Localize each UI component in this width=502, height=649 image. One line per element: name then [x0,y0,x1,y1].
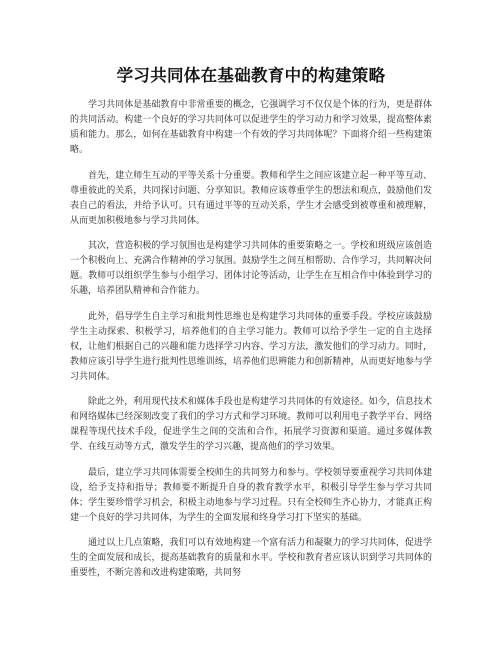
paragraph-learning-atmosphere: 其次，营造积极的学习氛围也是构建学习共同体的重要策略之一。学校和班级应该创造一个积极向上、充满合作精神的学习氛围。鼓励学生之间互相帮助、合作学习，共同解决问题。教师可以组织学生参与小组学习、团体讨论等活动，让学生在互相合作中体验到学习的乐趣，培养团队精神和合作能力。 [70,241,432,296]
paragraph-conclusion: 通过以上几点策略，我们可以有效地构建一个富有活力和凝聚力的学习共同体，促进学生的全面发展和成长，提高基础教育的质量和水平。学校和教育者应该认识到学习共同体的重要性，不断完善和改进构建策略，共同努 [70,538,432,578]
paragraph-whole-school-effort: 最后，建立学习共同体需要全校师生的共同努力和参与。学校领导要重视学习共同体建设，给予支持和指导；教师要不断提升自身的教育教学水平，积极引导学生参与学习共同体；学生要珍惜学习机会，积极主动地参与学习过程。只有全校师生齐心协力，才能真正构建一个良好的学习共同体，为学生的全面发展和终身学习打下坚实的基础。 [70,467,432,523]
document-title: 学习共同体在基础教育中的构建策略 [116,66,386,85]
paragraph-intro: 学习共同体是基础教育中非常重要的概念，它强调学习不仅仅是个体的行为，更是群体的共同活动。构建一个良好的学习共同体可以促进学生的学习动力和学习效果，提高整体素质和能力。那么，如何在基础教育中构建一个有效的学习共同体呢？下面将介绍一些构建策略。 [70,100,432,155]
paragraph-equal-interaction: 首先，建立师生互动的平等关系十分重要。教师和学生之间应该建立起一种平等互动、尊重彼此的关系，共同探讨问题、分享知识。教师应该尊重学生的想法和观点，鼓励他们发表自己的看法，并给予认可。只有通过平等的互动关系，学生才会感受到被尊重和被理解，从而更加积极地参与学习共同体。 [70,170,432,226]
paragraph-technology-media: 除此之外，利用现代技术和媒体手段也是构建学习共同体的有效途径。如今，信息技术和网络媒体已经深刻改变了我们的学习方式和学习环境。教师可以利用电子教学平台、网络课程等现代技术手段，促进学生之间的交流和合作，拓展学习资源和渠道。通过多媒体教学、在线互动等方式，激发学生的学习兴趣，提高他们的学习效果。 [70,397,432,452]
paragraph-autonomous-learning: 此外，倡导学生自主学习和批判性思维也是构建学习共同体的重要手段。学校应该鼓励学生主动探索、积极学习，培养他们的自主学习能力。教师可以给予学生一定的自主选择权，让他们根据自己的兴趣和能力选择学习内容、学习方法，激发他们的学习动力。同时，教师应该引导学生进行批判性思维训练，培养他们思辨能力和创新精神，从而更好地参与学习共同体。 [70,311,432,382]
